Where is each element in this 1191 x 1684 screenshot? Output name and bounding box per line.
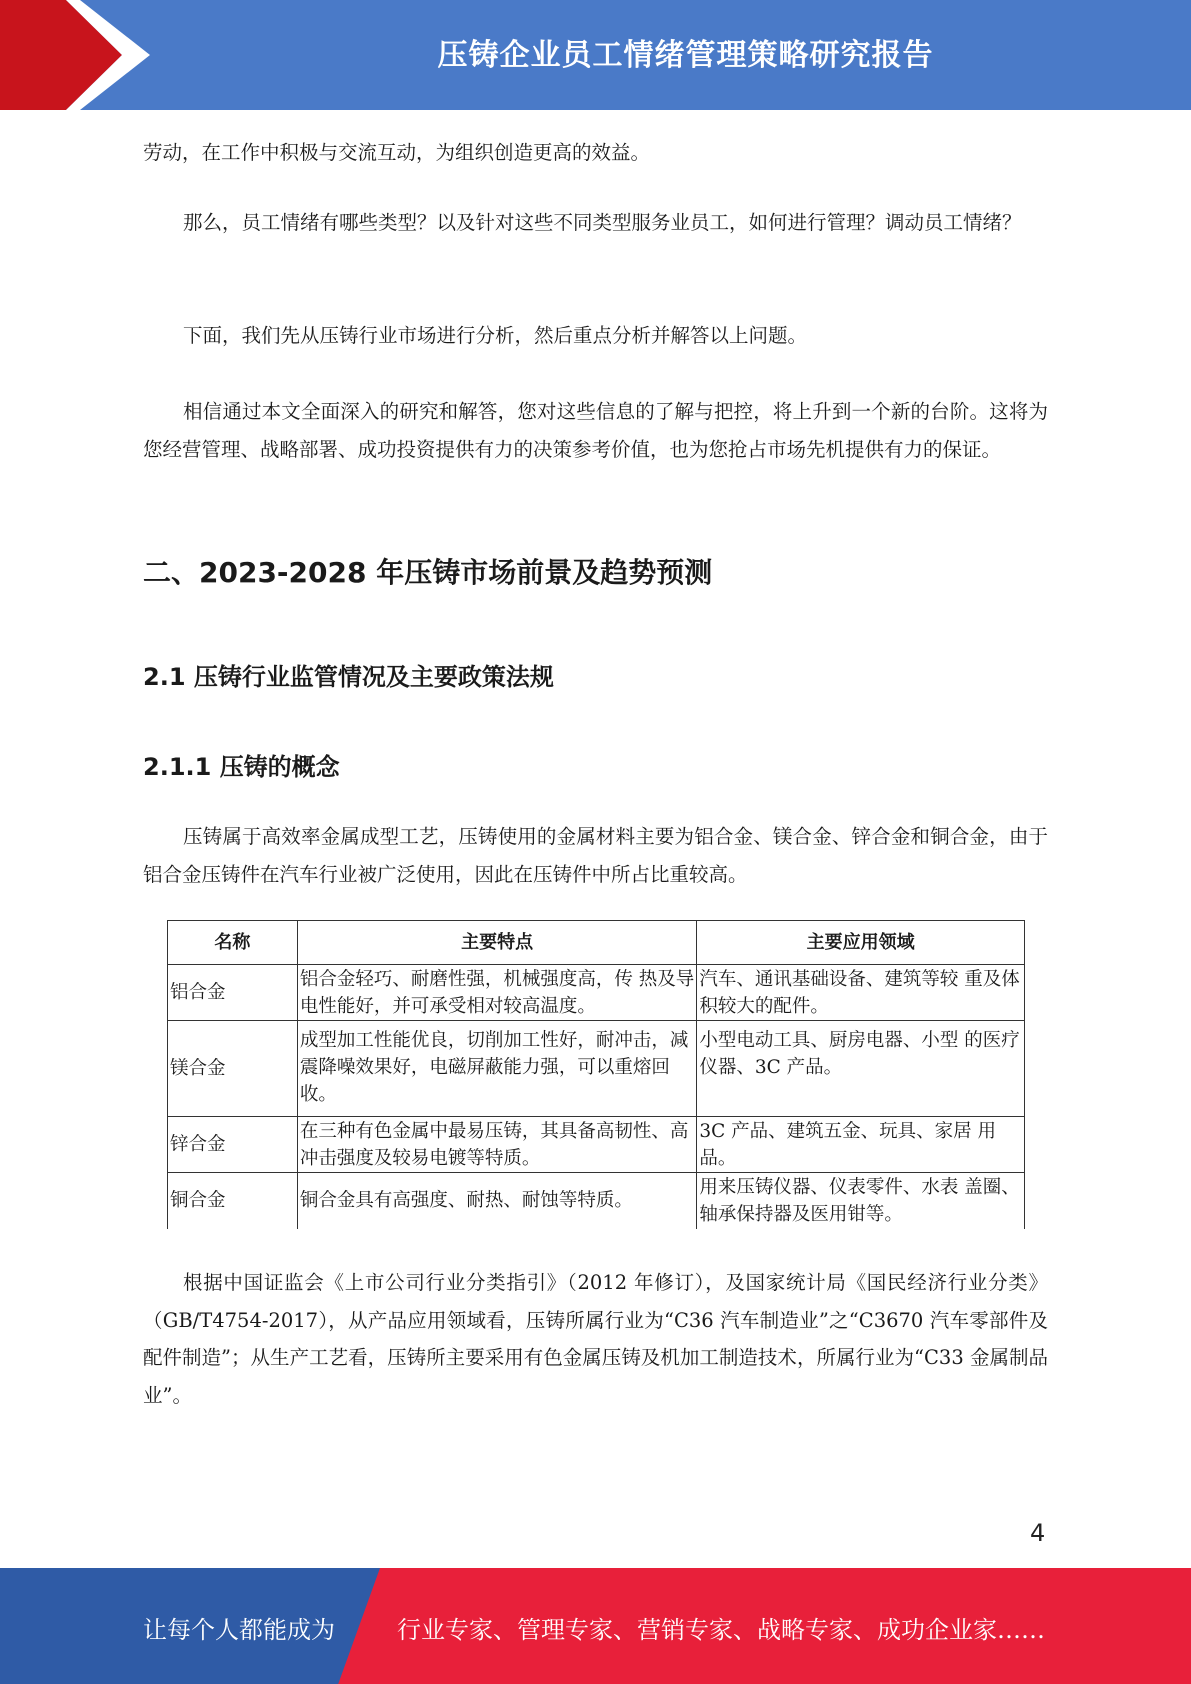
table-header-row [168, 921, 1025, 965]
report-title: 压铸企业员工情绪管理策略研究报告 [437, 38, 934, 73]
table-header-applications: 主要应用领域 [697, 921, 1025, 965]
footer-slogan-left: 让每个人都能成为 [143, 1616, 335, 1644]
chapter-heading: 二、2023-2028 年压铸市场前景及趋势预测 [143, 556, 713, 589]
table-row [168, 1173, 1025, 1229]
table-cell-features: 成型加工性能优良，切削加工性好，耐冲击，减震降噪效果好，电磁屏蔽能力强，可以重熔回收。 [297, 1021, 697, 1117]
paragraph-1: 劳动，在工作中积极与交流互动，为组织创造更高的效益。 [143, 141, 651, 164]
subsection-heading: 2.1.1 压铸的概念 [143, 753, 340, 781]
paragraph-6: 根据中国证监会《上市公司行业分类指引》（2012 年修订），及国家统计局《国民经济行业分类》（GB/T4754-2017），从产品应用领域看，压铸所属行业为“C36 汽车制造业”之“C3670 汽车零部件及配件制造”；从生产工艺看，压铸所主要采用有色金属压铸及机加工制造技术，所属行业为“C33 金属制品业”。 [143, 1271, 1048, 1407]
table-cell-applications: 小型电动工具、厨房电器、小型 的医疗仪器、3C 产品。 [697, 1021, 1025, 1117]
page-number: 4 [1030, 1519, 1046, 1547]
alloy-table [167, 920, 1025, 1229]
table-cell-name: 锌合金 [168, 1117, 298, 1173]
paragraph-2: 那么，员工情绪有哪些类型？以及针对这些不同类型服务业员工，如何进行管理？调动员工情绪？ [183, 211, 1022, 234]
table-cell-name: 铜合金 [168, 1173, 298, 1229]
table-header-features: 主要特点 [297, 921, 697, 965]
table-row [168, 965, 1025, 1021]
header-arrow-decoration [0, 0, 150, 110]
table-cell-features: 铝合金轻巧、耐磨性强，机械强度高，传 热及导电性能好，并可承受相对较高温度。 [297, 965, 697, 1021]
table-row [168, 1117, 1025, 1173]
page-header [0, 0, 1191, 110]
paragraph-4: 相信通过本文全面深入的研究和解答，您对这些信息的了解与把控，将上升到一个新的台阶。这将为您经营管理、战略部署、成功投资提供有力的决策参考价值，也为您抢占市场先机提供有力的保证。 [143, 400, 1048, 461]
paragraph-3: 下面，我们先从压铸行业市场进行分析，然后重点分析并解答以上问题。 [183, 324, 808, 347]
table-cell-applications: 3C 产品、建筑五金、玩具、家居 用品。 [697, 1117, 1025, 1173]
table-cell-features: 铜合金具有高强度、耐热、耐蚀等特质。 [297, 1173, 697, 1229]
table-header-name: 名称 [168, 921, 298, 965]
table-cell-name: 镁合金 [168, 1021, 298, 1117]
table-cell-applications: 用来压铸仪器、仪表零件、水表 盖圈、轴承保持器及医用钳等。 [697, 1173, 1025, 1229]
paragraph-5: 压铸属于高效率金属成型工艺，压铸使用的金属材料主要为铝合金、镁合金、锌合金和铜合金，由于铝合金压铸件在汽车行业被广泛使用，因此在压铸件中所占比重较高。 [143, 825, 1048, 886]
table-cell-features: 在三种有色金属中最易压铸，其具备高韧性、高冲击强度及较易电镀等特质。 [297, 1117, 697, 1173]
section-heading: 2.1 压铸行业监管情况及主要政策法规 [143, 663, 554, 691]
table-row [168, 1021, 1025, 1117]
table-cell-applications: 汽车、通讯基础设备、建筑等较 重及体积较大的配件。 [697, 965, 1025, 1021]
table-cell-name: 铝合金 [168, 965, 298, 1021]
page-footer [0, 1568, 1191, 1684]
footer-slogan-right: 行业专家、管理专家、营销专家、战略专家、成功企业家…… [397, 1616, 1045, 1644]
